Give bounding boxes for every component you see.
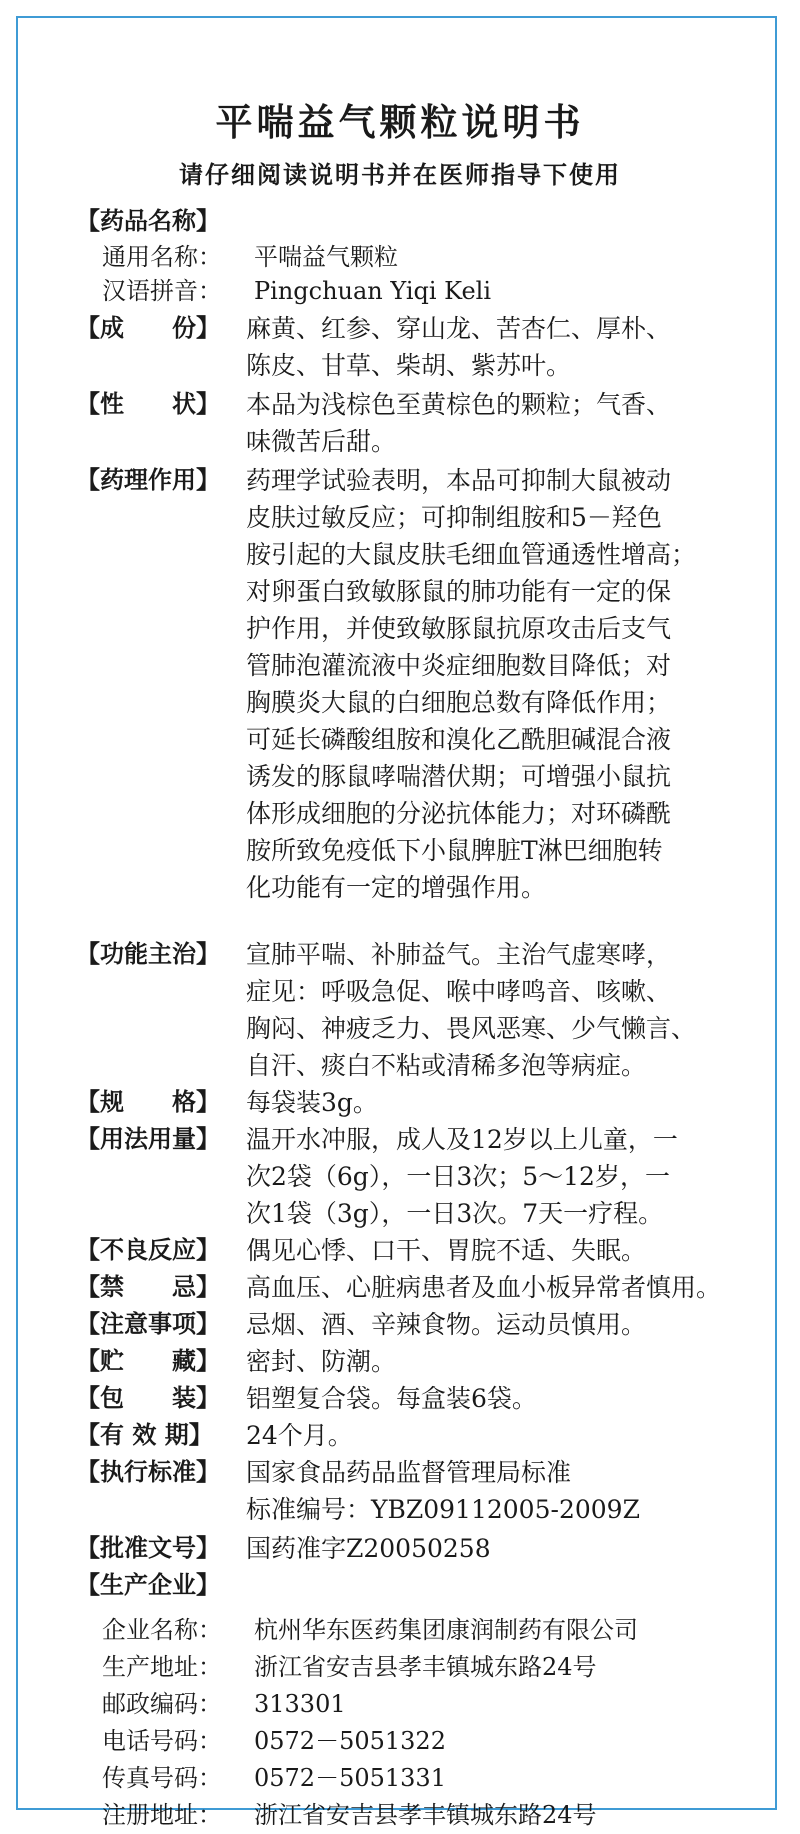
section-text-line: 偶见心悸、口干、胃脘不适、失眠。 [246, 1236, 647, 1265]
section-text-line: 药理学试验表明，本品可抑制大鼠被动 [246, 466, 672, 495]
manufacturer-value: 浙江省安吉县孝丰镇城东路24号 [254, 1801, 597, 1829]
manufacturer-key: 生产地址： [102, 1653, 222, 1681]
section-label: 【规 格】 [76, 1088, 220, 1116]
leaflet-content [76, 203, 726, 1834]
section-text-line: 麻黄、红参、穿山龙、苦杏仁、厚朴、 [246, 314, 672, 343]
section-text-line: 24个月。 [246, 1421, 353, 1450]
manufacturer-row [102, 1649, 726, 1686]
section-manufacturer [76, 1567, 726, 1604]
section-label: 【功能主治】 [76, 940, 220, 968]
section-precautions [76, 1306, 726, 1343]
section-package [76, 1380, 726, 1417]
section-text-line: 管肺泡灌流液中炎症细胞数目降低；对 [246, 651, 672, 680]
manufacturer-value: 杭州华东医药集团康润制药有限公司 [254, 1616, 638, 1644]
manufacturer-value: 0572－5051331 [254, 1764, 446, 1792]
manufacturer-value: 浙江省安吉县孝丰镇城东路24号 [254, 1653, 597, 1681]
section-text-line: 国家食品药品监督管理局标准 [246, 1458, 572, 1487]
section-text-line: 胸闷、神疲乏力、畏风恶寒、少气懒言、 [246, 1014, 697, 1043]
generic-name-value: 平喘益气颗粒 [254, 243, 398, 271]
section-text-line: 陈皮、甘草、柴胡、紫苏叶。 [246, 351, 572, 380]
manufacturer-row [102, 1686, 726, 1723]
section-text-line: 密封、防潮。 [246, 1347, 397, 1376]
section-text-line: 温开水冲服，成人及12岁以上儿童，一 [246, 1125, 678, 1154]
manufacturer-key: 企业名称： [102, 1616, 222, 1644]
section-text-line: 护作用，并使致敏豚鼠抗原攻击后支气 [246, 614, 672, 643]
section-specification [76, 1084, 726, 1121]
section-pharmacology [76, 462, 726, 906]
section-label: 【不良反应】 [76, 1236, 220, 1264]
manufacturer-row [102, 1760, 726, 1797]
document-subtitle: 请仔细阅读说明书并在医师指导下使用 [179, 161, 621, 189]
generic-name-row [102, 240, 726, 274]
pinyin-key: 汉语拼音： [102, 277, 222, 305]
section-text-line: 体形成细胞的分泌抗体能力；对环磷酰 [246, 799, 672, 828]
section-indications [76, 936, 726, 1084]
manufacturer-row [102, 1612, 726, 1649]
section-text-line: 诱发的豚鼠哮喘潜伏期；可增强小鼠抗 [246, 762, 672, 791]
section-validity [76, 1417, 726, 1454]
manufacturer-row [102, 1797, 726, 1834]
generic-name-key: 通用名称： [102, 243, 222, 271]
section-label: 【批准文号】 [76, 1534, 220, 1562]
section-ingredients [76, 310, 726, 384]
section-label: 【药品名称】 [76, 207, 220, 235]
section-text-line: 可延长磷酸组胺和溴化乙酰胆碱混合液 [246, 725, 672, 754]
section-text-line: 症见：呼吸急促、喉中哮鸣音、咳嗽、 [246, 977, 672, 1006]
section-text-line: 皮肤过敏反应；可抑制组胺和5－羟色 [246, 503, 662, 532]
pinyin-value: Pingchuan Yiqi Keli [254, 277, 491, 305]
section-label: 【性 状】 [76, 390, 220, 418]
manufacturer-key: 传真号码： [102, 1764, 222, 1792]
section-text-line: 国药准字Z20050258 [246, 1534, 491, 1563]
manufacturer-key: 电话号码： [102, 1727, 222, 1755]
section-text-line: 高血压、心脏病患者及血小板异常者慎用。 [246, 1273, 722, 1302]
document-title: 平喘益气颗粒说明书 [215, 101, 585, 144]
section-storage [76, 1343, 726, 1380]
section-text-line: 对卵蛋白致敏豚鼠的肺功能有一定的保 [246, 577, 672, 606]
section-text-line: 忌烟、酒、辛辣食物。运动员慎用。 [246, 1310, 647, 1339]
section-text-line: 每袋装3g。 [246, 1088, 378, 1117]
manufacturer-key: 注册地址： [102, 1801, 222, 1829]
manufacturer-row [102, 1723, 726, 1760]
section-text-line: 宣肺平喘、补肺益气。主治气虚寒哮， [246, 940, 672, 969]
pinyin-row [102, 274, 726, 308]
section-text-line: 化功能有一定的增强作用。 [246, 873, 547, 902]
section-appearance [76, 386, 726, 460]
section-standard [76, 1454, 726, 1528]
manufacturer-value: 313301 [254, 1690, 346, 1718]
section-text-line: 本品为浅棕色至黄棕色的颗粒；气香、 [246, 390, 672, 419]
section-text-line: 胺引起的大鼠皮肤毛细血管通透性增高； [246, 540, 697, 569]
section-label: 【注意事项】 [76, 1310, 220, 1338]
section-adverse-reactions [76, 1232, 726, 1269]
manufacturer-value: 0572－5051322 [254, 1727, 446, 1755]
section-text-line: 铝塑复合袋。每盒装6袋。 [246, 1384, 537, 1413]
section-label: 【有 效 期】 [76, 1421, 213, 1449]
section-approval-number [76, 1530, 726, 1567]
section-label: 【用法用量】 [76, 1125, 220, 1153]
section-contraindications [76, 1269, 726, 1306]
section-label: 【包 装】 [76, 1384, 220, 1412]
section-text-line: 标准编号：YBZ09112005-2009Z [246, 1495, 640, 1524]
section-drug-name [76, 203, 726, 240]
section-label: 【贮 藏】 [76, 1347, 220, 1375]
section-text-line: 胺所致免疫低下小鼠脾脏T淋巴细胞转 [246, 836, 663, 865]
section-label: 【禁 忌】 [76, 1273, 220, 1301]
section-text-line: 次1袋（3g），一日3次。7天一疗程。 [246, 1199, 664, 1228]
section-label: 【成 份】 [76, 314, 220, 342]
section-text-line: 味微苦后甜。 [246, 427, 397, 456]
section-label: 【药理作用】 [76, 466, 220, 494]
manufacturer-key: 邮政编码： [102, 1690, 222, 1718]
section-dosage [76, 1121, 726, 1232]
section-label: 【生产企业】 [76, 1571, 220, 1599]
section-text-line: 自汗、痰白不粘或清稀多泡等病症。 [246, 1051, 647, 1080]
section-text-line: 胸膜炎大鼠的白细胞总数有降低作用； [246, 688, 672, 717]
section-text-line: 次2袋（6g），一日3次；5～12岁，一 [246, 1162, 670, 1191]
section-label: 【执行标准】 [76, 1458, 220, 1486]
